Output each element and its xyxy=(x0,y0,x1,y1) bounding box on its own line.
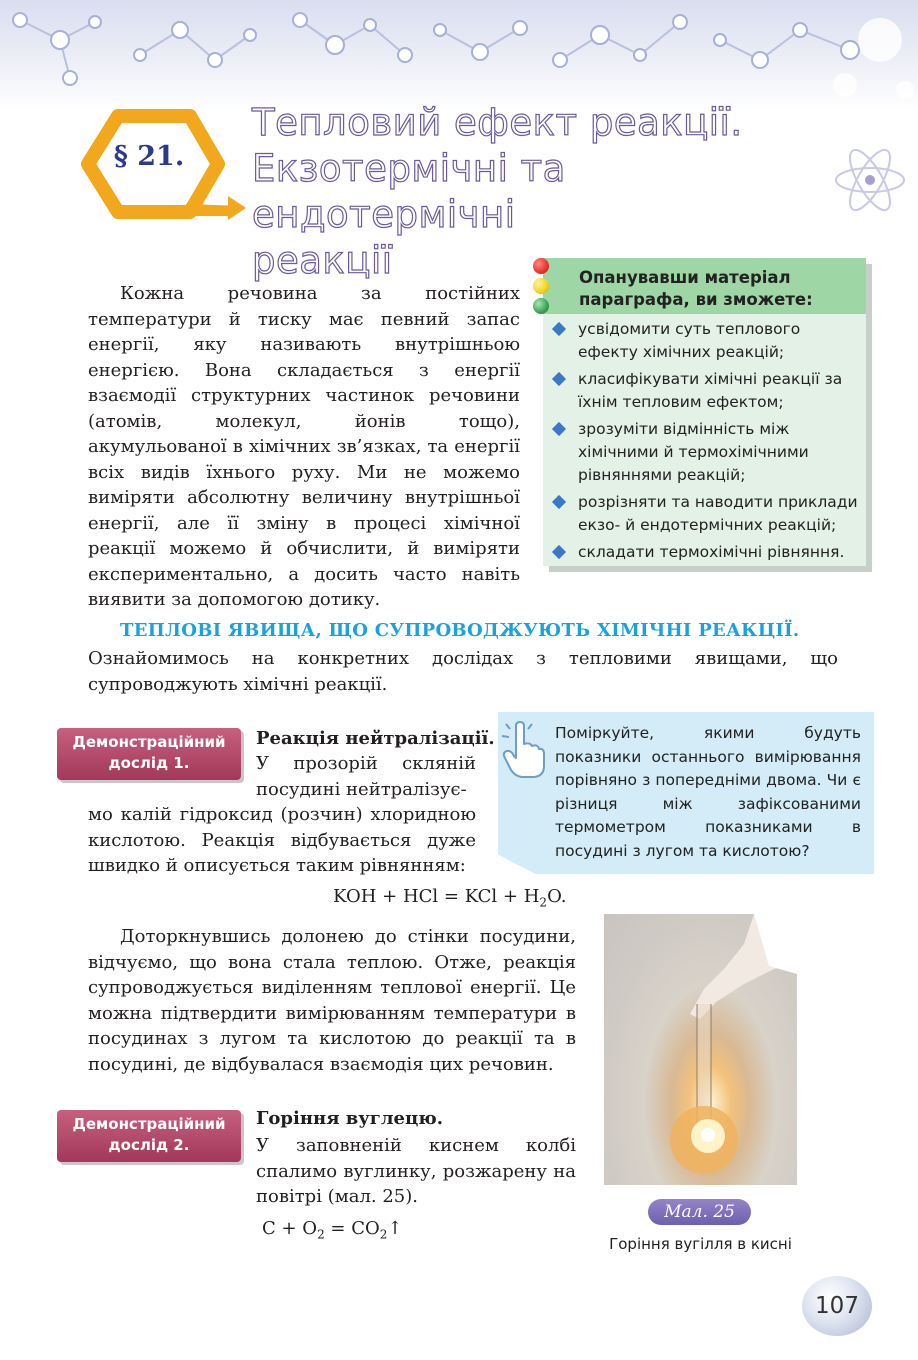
learning-goals-box xyxy=(543,258,873,574)
section-intro: Ознайомимось на конкретних дослідах з тепловими явищами, що супроводжують хімічні реакції. xyxy=(88,648,838,695)
title-line-3: реакції xyxy=(252,239,393,282)
demo-2-tag: Демонстраційний дослід 2. xyxy=(57,1110,241,1162)
diamond-bullet-icon xyxy=(552,495,566,509)
list-item: розрізняти та наводити приклади екзо- й ендотермічних реакцій; xyxy=(553,491,865,537)
red-ball-icon xyxy=(533,258,549,274)
demo-1-text-start: У прозорій скляній посудині нейтралізує- xyxy=(256,753,476,800)
header-decoration xyxy=(0,0,918,110)
demo-1-title: Реакція нейтралізації. xyxy=(256,728,495,749)
equation-1: KOH + HCl = KCl + $H_2O$. xyxy=(333,886,567,910)
goals-list xyxy=(553,318,865,568)
demo-1-tag: Демонстраційний дослід 1. xyxy=(57,728,241,780)
diamond-bullet-icon xyxy=(552,422,566,436)
title-line-1: Тепловий ефект реакції. xyxy=(252,101,743,144)
page-title xyxy=(252,100,812,284)
intro-paragraph xyxy=(88,281,520,613)
list-item: складати термохімічні рівняння. xyxy=(553,541,865,564)
think-question: Поміркуйте, якими будуть показники останнього вимірювання порівняно з попередніми двома. Чи є різниця між зафіксованими термометром показниками в посудині з лугом та кислотою? xyxy=(555,724,861,860)
equation-2: $C + O_2$ = $CO_2↑$ xyxy=(262,1218,403,1242)
demo-2-text: У заповненій киснем колбі спалимо вуглинку, розжарену на повітрі (мал. 25). xyxy=(256,1135,576,1207)
figure-tag: Мал. 25 xyxy=(648,1199,751,1225)
flask-photo xyxy=(604,914,797,1185)
section-number-badge xyxy=(78,104,248,224)
list-item: зрозуміти відмінність між хімічними й термохімічними рівняннями реакцій; xyxy=(553,418,865,487)
intro-text: Кожна речовина за постійних температури й тиску має певний запас енергії, яку називають внутрішньою енергією. Вона складається з енергії взаємодії структурних частинок речовини (атомів, молекул, йонів тощо), акумульованої в хімічних зв’язках, та енергії всіх видів їхнього руху. Ми не можемо виміряти абсолютну величину внутрішньої енергії, але її зміну в процесі хімічної реакції можемо й обчислити, й виміряти експериментально, а досить часто навіть виявити за допомогою дотику. xyxy=(88,283,520,610)
figure-caption: Горіння вугілля в кисні xyxy=(609,1235,792,1253)
yellow-ball-icon xyxy=(533,278,549,294)
burning-flask-image xyxy=(604,914,797,1185)
green-ball-icon xyxy=(533,298,549,314)
paragraph-2: Доторкнувшись долонею до стінки посудини, відчуємо, що вона стала теплою. Отже, реакція супроводжується виділенням теплової енергії. Це можна підтвердити вимірюванням температури в посудинах з лугом та кислотою до реакції та в посудині, де відбувалася взаємодія цих речовин. xyxy=(88,926,576,1075)
section-number: § 21. xyxy=(113,141,185,172)
demo-1-text-continued: мо калій гідроксид (розчин) хлоридною кислотою. Реакція відбувається дуже швидко й описується таким рівнянням: xyxy=(88,804,476,876)
list-item: класифікувати хімічні реакції за їхнім тепловим ефектом; xyxy=(553,368,865,414)
demo-2-title: Горіння вуглецю. xyxy=(256,1108,443,1129)
atom-icon xyxy=(830,140,910,220)
goals-heading: Опанувавши матеріал параграфа, ви зможете: xyxy=(579,268,813,309)
diamond-bullet-icon xyxy=(552,322,566,336)
list-item: усвідомити суть теплового ефекту хімічних реакцій; xyxy=(553,318,865,364)
page-number: 107 xyxy=(802,1276,872,1336)
title-line-2: Екзотермічні та ендотермічні xyxy=(252,147,566,236)
diamond-bullet-icon xyxy=(552,545,566,559)
diamond-bullet-icon xyxy=(552,372,566,386)
pointing-hand-icon xyxy=(500,720,546,780)
section-heading: ТЕПЛОВІ ЯВИЩА, ЩО СУПРОВОДЖУЮТЬ ХІМІЧНІ РЕАКЦІЇ. xyxy=(120,620,800,641)
molecule-decoration-icon xyxy=(0,0,918,110)
